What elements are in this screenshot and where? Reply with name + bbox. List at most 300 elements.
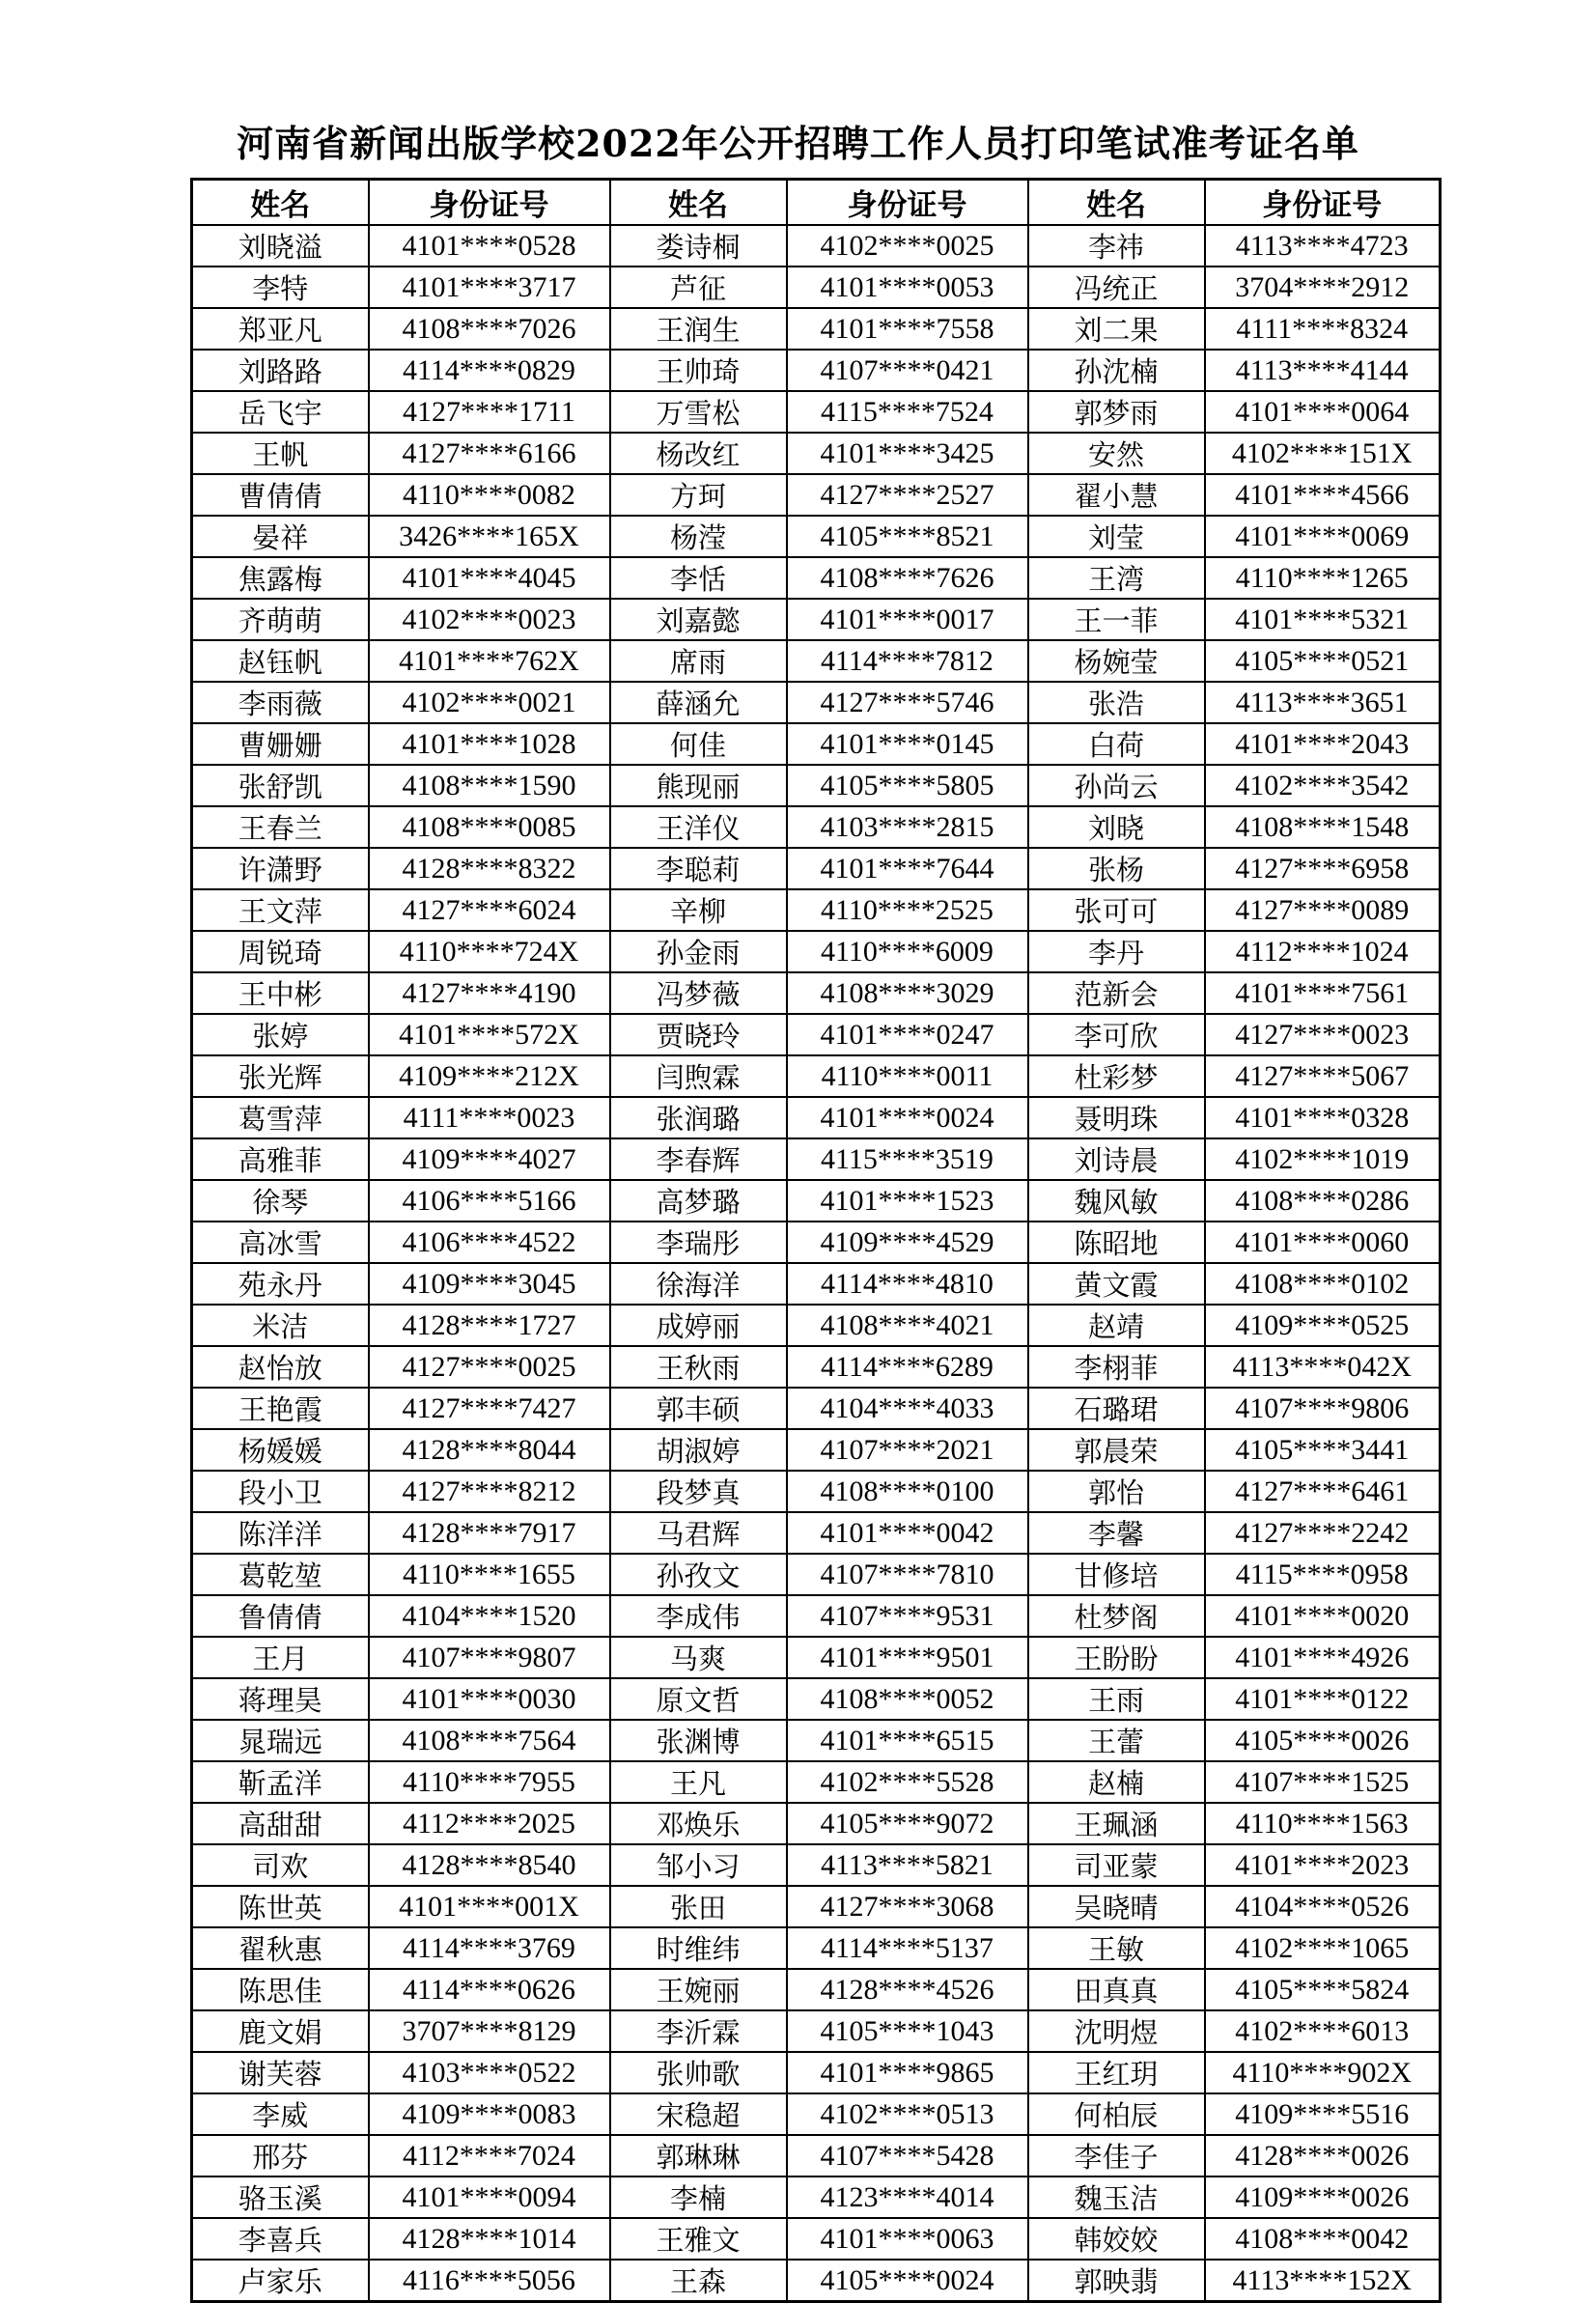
id-number-cell: 4103****2815 xyxy=(787,806,1028,848)
name-cell: 岳飞宇 xyxy=(192,391,369,433)
id-number-cell: 4108****3029 xyxy=(787,972,1028,1014)
header-id-2: 身份证号 xyxy=(787,180,1028,226)
name-cell: 郭晨荣 xyxy=(1028,1429,1205,1471)
id-number-cell: 4101****0042 xyxy=(787,1512,1028,1554)
name-cell: 郭丰硕 xyxy=(610,1388,787,1429)
name-cell: 高冰雪 xyxy=(192,1222,369,1263)
name-cell: 黄文霞 xyxy=(1028,1263,1205,1305)
id-number-cell: 4105****0521 xyxy=(1205,640,1441,682)
table-row xyxy=(192,1595,1441,1637)
id-number-cell: 4101****9501 xyxy=(787,1637,1028,1678)
name-cell: 陈洋洋 xyxy=(192,1512,369,1554)
name-cell: 张润璐 xyxy=(610,1097,787,1138)
name-cell: 齐萌萌 xyxy=(192,599,369,640)
id-number-cell: 4105****0024 xyxy=(787,2260,1028,2302)
name-cell: 刘嘉懿 xyxy=(610,599,787,640)
name-cell: 李雨薇 xyxy=(192,682,369,723)
id-number-cell: 4101****1523 xyxy=(787,1180,1028,1222)
table-row xyxy=(192,2093,1441,2135)
name-cell: 李恬 xyxy=(610,557,787,599)
id-number-cell: 4108****0100 xyxy=(787,1471,1028,1512)
id-number-cell: 4127****0089 xyxy=(1205,889,1441,931)
id-number-cell: 4106****5166 xyxy=(369,1180,610,1222)
id-number-cell: 4109****0026 xyxy=(1205,2177,1441,2218)
table-row xyxy=(192,682,1441,723)
name-cell: 王洋仪 xyxy=(610,806,787,848)
name-cell: 徐琴 xyxy=(192,1180,369,1222)
name-cell: 鲁倩倩 xyxy=(192,1595,369,1637)
name-cell: 何佳 xyxy=(610,723,787,765)
id-number-cell: 4127****5746 xyxy=(787,682,1028,723)
name-cell: 张渊博 xyxy=(610,1720,787,1761)
name-cell: 王春兰 xyxy=(192,806,369,848)
id-number-cell: 4101****0030 xyxy=(369,1678,610,1720)
id-number-cell: 4103****0522 xyxy=(369,2052,610,2093)
name-cell: 张杨 xyxy=(1028,848,1205,889)
id-number-cell: 4101****0069 xyxy=(1205,516,1441,557)
name-cell: 王凡 xyxy=(610,1761,787,1803)
name-cell: 骆玉溪 xyxy=(192,2177,369,2218)
table-row xyxy=(192,889,1441,931)
name-cell: 刘莹 xyxy=(1028,516,1205,557)
id-number-cell: 4114****7812 xyxy=(787,640,1028,682)
id-number-cell: 4102****0513 xyxy=(787,2093,1028,2135)
name-cell: 晁瑞远 xyxy=(192,1720,369,1761)
id-number-cell: 4107****9531 xyxy=(787,1595,1028,1637)
id-number-cell: 4105****1043 xyxy=(787,2010,1028,2052)
header-name-2: 姓名 xyxy=(610,180,787,226)
id-number-cell: 4127****0025 xyxy=(369,1346,610,1388)
table-row xyxy=(192,1346,1441,1388)
name-cell: 王一菲 xyxy=(1028,599,1205,640)
name-cell: 马爽 xyxy=(610,1637,787,1678)
name-cell: 徐海洋 xyxy=(610,1263,787,1305)
id-number-cell: 4116****5056 xyxy=(369,2260,610,2302)
name-cell: 王润生 xyxy=(610,308,787,350)
name-cell: 卢家乐 xyxy=(192,2260,369,2302)
name-cell: 杜梦阁 xyxy=(1028,1595,1205,1637)
id-number-cell: 4107****0421 xyxy=(787,350,1028,391)
table-row xyxy=(192,2010,1441,2052)
name-cell: 赵怡放 xyxy=(192,1346,369,1388)
id-number-cell: 4108****7026 xyxy=(369,308,610,350)
id-number-cell: 4102****151X xyxy=(1205,433,1441,474)
id-number-cell: 4109****5516 xyxy=(1205,2093,1441,2135)
name-cell: 冯统正 xyxy=(1028,267,1205,308)
id-number-cell: 4101****2023 xyxy=(1205,1844,1441,1886)
id-number-cell: 4101****9865 xyxy=(787,2052,1028,2093)
name-cell: 鹿文娟 xyxy=(192,2010,369,2052)
table-row xyxy=(192,433,1441,474)
table-row xyxy=(192,1388,1441,1429)
id-number-cell: 4115****7524 xyxy=(787,391,1028,433)
name-cell: 王雨 xyxy=(1028,1678,1205,1720)
id-number-cell: 4105****8521 xyxy=(787,516,1028,557)
table-row xyxy=(192,1761,1441,1803)
id-number-cell: 4128****8540 xyxy=(369,1844,610,1886)
id-number-cell: 4101****7561 xyxy=(1205,972,1441,1014)
id-number-cell: 4127****6461 xyxy=(1205,1471,1441,1512)
id-number-cell: 4108****0286 xyxy=(1205,1180,1441,1222)
id-number-cell: 3707****8129 xyxy=(369,2010,610,2052)
table-row xyxy=(192,1429,1441,1471)
id-number-cell: 4101****0094 xyxy=(369,2177,610,2218)
name-cell: 焦露梅 xyxy=(192,557,369,599)
name-cell: 原文哲 xyxy=(610,1678,787,1720)
name-cell: 白荷 xyxy=(1028,723,1205,765)
name-cell: 刘诗晨 xyxy=(1028,1138,1205,1180)
name-cell: 聂明珠 xyxy=(1028,1097,1205,1138)
name-cell: 邢芬 xyxy=(192,2135,369,2177)
id-number-cell: 4113****4723 xyxy=(1205,225,1441,267)
id-number-cell: 4108****0052 xyxy=(787,1678,1028,1720)
id-number-cell: 4113****152X xyxy=(1205,2260,1441,2302)
name-cell: 米洁 xyxy=(192,1305,369,1346)
name-cell: 刘路路 xyxy=(192,350,369,391)
id-number-cell: 4107****2021 xyxy=(787,1429,1028,1471)
id-number-cell: 4127****6166 xyxy=(369,433,610,474)
name-cell: 郭梦雨 xyxy=(1028,391,1205,433)
id-number-cell: 4128****4526 xyxy=(787,1969,1028,2010)
table-row xyxy=(192,1180,1441,1222)
id-number-cell: 4108****7564 xyxy=(369,1720,610,1761)
id-number-cell: 4102****1065 xyxy=(1205,1927,1441,1969)
name-cell: 闫煦霖 xyxy=(610,1055,787,1097)
name-cell: 王帅琦 xyxy=(610,350,787,391)
name-cell: 张帅歌 xyxy=(610,2052,787,2093)
id-number-cell: 3704****2912 xyxy=(1205,267,1441,308)
id-number-cell: 4101****4045 xyxy=(369,557,610,599)
id-number-cell: 4109****212X xyxy=(369,1055,610,1097)
table-row xyxy=(192,1720,1441,1761)
id-number-cell: 4112****7024 xyxy=(369,2135,610,2177)
name-cell: 方珂 xyxy=(610,474,787,516)
id-number-cell: 4102****6013 xyxy=(1205,2010,1441,2052)
id-number-cell: 4111****8324 xyxy=(1205,308,1441,350)
id-number-cell: 4105****5805 xyxy=(787,765,1028,806)
table-row xyxy=(192,557,1441,599)
name-cell: 李馨 xyxy=(1028,1512,1205,1554)
name-cell: 王湾 xyxy=(1028,557,1205,599)
id-number-cell: 4115****3519 xyxy=(787,1138,1028,1180)
table-row xyxy=(192,2052,1441,2093)
name-cell: 王红玥 xyxy=(1028,2052,1205,2093)
id-number-cell: 4109****4529 xyxy=(787,1222,1028,1263)
id-number-cell: 4101****0528 xyxy=(369,225,610,267)
id-number-cell: 4113****5821 xyxy=(787,1844,1028,1886)
id-number-cell: 4127****4190 xyxy=(369,972,610,1014)
name-cell: 杨改红 xyxy=(610,433,787,474)
id-number-cell: 4108****1590 xyxy=(369,765,610,806)
name-cell: 李可欣 xyxy=(1028,1014,1205,1055)
name-cell: 曹倩倩 xyxy=(192,474,369,516)
name-cell: 王婉丽 xyxy=(610,1969,787,2010)
name-cell: 李特 xyxy=(192,267,369,308)
id-number-cell: 4105****9072 xyxy=(787,1803,1028,1844)
id-number-cell: 4107****9806 xyxy=(1205,1388,1441,1429)
name-cell: 马君辉 xyxy=(610,1512,787,1554)
id-number-cell: 4109****0525 xyxy=(1205,1305,1441,1346)
name-cell: 李喜兵 xyxy=(192,2218,369,2260)
id-number-cell: 4101****001X xyxy=(369,1886,610,1927)
table-row xyxy=(192,806,1441,848)
header-name-3: 姓名 xyxy=(1028,180,1205,226)
table-row xyxy=(192,474,1441,516)
name-cell: 司亚蒙 xyxy=(1028,1844,1205,1886)
name-cell: 王珮涵 xyxy=(1028,1803,1205,1844)
id-number-cell: 4127****6958 xyxy=(1205,848,1441,889)
id-number-cell: 4115****0958 xyxy=(1205,1554,1441,1595)
id-number-cell: 4107****9807 xyxy=(369,1637,610,1678)
table-row xyxy=(192,1927,1441,1969)
table-row xyxy=(192,1263,1441,1305)
name-cell: 王盼盼 xyxy=(1028,1637,1205,1678)
name-cell: 赵靖 xyxy=(1028,1305,1205,1346)
name-cell: 高甜甜 xyxy=(192,1803,369,1844)
name-cell: 石璐珺 xyxy=(1028,1388,1205,1429)
name-cell: 靳孟洋 xyxy=(192,1761,369,1803)
id-number-cell: 4101****762X xyxy=(369,640,610,682)
name-cell: 张婷 xyxy=(192,1014,369,1055)
name-cell: 邓焕乐 xyxy=(610,1803,787,1844)
id-number-cell: 4110****2525 xyxy=(787,889,1028,931)
id-number-cell: 4110****7955 xyxy=(369,1761,610,1803)
id-number-cell: 4127****8212 xyxy=(369,1471,610,1512)
name-cell: 孙沈楠 xyxy=(1028,350,1205,391)
name-cell: 范新会 xyxy=(1028,972,1205,1014)
name-cell: 何柏辰 xyxy=(1028,2093,1205,2135)
id-number-cell: 4108****0085 xyxy=(369,806,610,848)
name-cell: 张浩 xyxy=(1028,682,1205,723)
table-row xyxy=(192,1222,1441,1263)
name-cell: 辛柳 xyxy=(610,889,787,931)
id-number-cell: 4105****5824 xyxy=(1205,1969,1441,2010)
id-number-cell: 4101****1028 xyxy=(369,723,610,765)
name-cell: 宋稳超 xyxy=(610,2093,787,2135)
id-number-cell: 4110****6009 xyxy=(787,931,1028,972)
name-cell: 万雪松 xyxy=(610,391,787,433)
id-number-cell: 4105****3441 xyxy=(1205,1429,1441,1471)
name-cell: 赵钰帆 xyxy=(192,640,369,682)
name-cell: 陈思佳 xyxy=(192,1969,369,2010)
table-row xyxy=(192,1471,1441,1512)
name-cell: 胡淑婷 xyxy=(610,1429,787,1471)
name-cell: 段梦真 xyxy=(610,1471,787,1512)
id-number-cell: 4111****0023 xyxy=(369,1097,610,1138)
id-number-cell: 4114****6289 xyxy=(787,1346,1028,1388)
id-number-cell: 4110****0082 xyxy=(369,474,610,516)
name-cell: 孙孜文 xyxy=(610,1554,787,1595)
id-number-cell: 4127****5067 xyxy=(1205,1055,1441,1097)
id-number-cell: 4110****1563 xyxy=(1205,1803,1441,1844)
table-row xyxy=(192,1055,1441,1097)
id-number-cell: 4101****2043 xyxy=(1205,723,1441,765)
name-cell: 邹小习 xyxy=(610,1844,787,1886)
name-cell: 薛涵允 xyxy=(610,682,787,723)
id-number-cell: 4109****4027 xyxy=(369,1138,610,1180)
candidate-table xyxy=(190,178,1442,2303)
table-row xyxy=(192,1097,1441,1138)
name-cell: 李栩菲 xyxy=(1028,1346,1205,1388)
id-number-cell: 4101****5321 xyxy=(1205,599,1441,640)
name-cell: 芦征 xyxy=(610,267,787,308)
id-number-cell: 4112****2025 xyxy=(369,1803,610,1844)
id-number-cell: 4104****0526 xyxy=(1205,1886,1441,1927)
name-cell: 王雅文 xyxy=(610,2218,787,2260)
name-cell: 苑永丹 xyxy=(192,1263,369,1305)
name-cell: 赵楠 xyxy=(1028,1761,1205,1803)
table-row xyxy=(192,391,1441,433)
name-cell: 李沂霖 xyxy=(610,2010,787,2052)
id-number-cell: 4101****0020 xyxy=(1205,1595,1441,1637)
name-cell: 沈明煜 xyxy=(1028,2010,1205,2052)
id-number-cell: 4128****1727 xyxy=(369,1305,610,1346)
table-row xyxy=(192,1305,1441,1346)
name-cell: 许潇野 xyxy=(192,848,369,889)
table-row xyxy=(192,1014,1441,1055)
id-number-cell: 4101****0024 xyxy=(787,1097,1028,1138)
name-cell: 娄诗桐 xyxy=(610,225,787,267)
name-cell: 高梦璐 xyxy=(610,1180,787,1222)
id-number-cell: 4104****1520 xyxy=(369,1595,610,1637)
id-number-cell: 4128****1014 xyxy=(369,2218,610,2260)
id-number-cell: 4108****7626 xyxy=(787,557,1028,599)
name-cell: 贾晓玲 xyxy=(610,1014,787,1055)
name-cell: 成婷丽 xyxy=(610,1305,787,1346)
table-row xyxy=(192,2218,1441,2260)
id-number-cell: 4102****0025 xyxy=(787,225,1028,267)
name-cell: 李祎 xyxy=(1028,225,1205,267)
id-number-cell: 4101****0017 xyxy=(787,599,1028,640)
id-number-cell: 4113****4144 xyxy=(1205,350,1441,391)
name-cell: 李楠 xyxy=(610,2177,787,2218)
name-cell: 安然 xyxy=(1028,433,1205,474)
table-row xyxy=(192,1138,1441,1180)
name-cell: 时维纬 xyxy=(610,1927,787,1969)
id-number-cell: 4101****0145 xyxy=(787,723,1028,765)
name-cell: 晏祥 xyxy=(192,516,369,557)
name-cell: 李威 xyxy=(192,2093,369,2135)
id-number-cell: 4102****1019 xyxy=(1205,1138,1441,1180)
name-cell: 王秋雨 xyxy=(610,1346,787,1388)
id-number-cell: 4102****0021 xyxy=(369,682,610,723)
id-number-cell: 4110****1265 xyxy=(1205,557,1441,599)
name-cell: 葛雪萍 xyxy=(192,1097,369,1138)
id-number-cell: 4101****7558 xyxy=(787,308,1028,350)
header-row xyxy=(192,180,1441,226)
name-cell: 王中彬 xyxy=(192,972,369,1014)
table-row xyxy=(192,1678,1441,1720)
name-cell: 段小卫 xyxy=(192,1471,369,1512)
table-row xyxy=(192,1637,1441,1678)
name-cell: 孙金雨 xyxy=(610,931,787,972)
table-row xyxy=(192,640,1441,682)
name-cell: 周锐琦 xyxy=(192,931,369,972)
name-cell: 席雨 xyxy=(610,640,787,682)
id-number-cell: 4113****3651 xyxy=(1205,682,1441,723)
name-cell: 陈昭地 xyxy=(1028,1222,1205,1263)
table-row xyxy=(192,267,1441,308)
id-number-cell: 4108****0042 xyxy=(1205,2218,1441,2260)
name-cell: 张舒凯 xyxy=(192,765,369,806)
name-cell: 王敏 xyxy=(1028,1927,1205,1969)
name-cell: 陈世英 xyxy=(192,1886,369,1927)
name-cell: 翟秋惠 xyxy=(192,1927,369,1969)
header-id-1: 身份证号 xyxy=(369,180,610,226)
id-number-cell: 4101****6515 xyxy=(787,1720,1028,1761)
table-row xyxy=(192,1554,1441,1595)
id-number-cell: 4109****0083 xyxy=(369,2093,610,2135)
id-number-cell: 4128****8322 xyxy=(369,848,610,889)
name-cell: 葛乾堃 xyxy=(192,1554,369,1595)
name-cell: 王森 xyxy=(610,2260,787,2302)
table-row xyxy=(192,1886,1441,1927)
id-number-cell: 4114****0626 xyxy=(369,1969,610,2010)
id-number-cell: 4114****5137 xyxy=(787,1927,1028,1969)
table-row xyxy=(192,225,1441,267)
id-number-cell: 4105****0026 xyxy=(1205,1720,1441,1761)
id-number-cell: 4110****902X xyxy=(1205,2052,1441,2093)
name-cell: 翟小慧 xyxy=(1028,474,1205,516)
name-cell: 司欢 xyxy=(192,1844,369,1886)
table-row xyxy=(192,2260,1441,2302)
id-number-cell: 4101****0122 xyxy=(1205,1678,1441,1720)
name-cell: 张光辉 xyxy=(192,1055,369,1097)
table-row xyxy=(192,1969,1441,2010)
id-number-cell: 4110****724X xyxy=(369,931,610,972)
name-cell: 韩姣姣 xyxy=(1028,2218,1205,2260)
id-number-cell: 4106****4522 xyxy=(369,1222,610,1263)
id-number-cell: 4107****7810 xyxy=(787,1554,1028,1595)
table-row xyxy=(192,350,1441,391)
id-number-cell: 4101****0063 xyxy=(787,2218,1028,2260)
name-cell: 李佳子 xyxy=(1028,2135,1205,2177)
name-cell: 郑亚凡 xyxy=(192,308,369,350)
id-number-cell: 4101****4566 xyxy=(1205,474,1441,516)
name-cell: 冯梦薇 xyxy=(610,972,787,1014)
id-number-cell: 4108****1548 xyxy=(1205,806,1441,848)
id-number-cell: 4114****0829 xyxy=(369,350,610,391)
name-cell: 张田 xyxy=(610,1886,787,1927)
name-cell: 张可可 xyxy=(1028,889,1205,931)
id-number-cell: 4101****0328 xyxy=(1205,1097,1441,1138)
table-row xyxy=(192,1512,1441,1554)
table-row xyxy=(192,2135,1441,2177)
id-number-cell: 4128****0026 xyxy=(1205,2135,1441,2177)
name-cell: 杨滢 xyxy=(610,516,787,557)
id-number-cell: 4127****7427 xyxy=(369,1388,610,1429)
name-cell: 王蕾 xyxy=(1028,1720,1205,1761)
id-number-cell: 4101****0064 xyxy=(1205,391,1441,433)
id-number-cell: 4101****3425 xyxy=(787,433,1028,474)
id-number-cell: 4101****0053 xyxy=(787,267,1028,308)
id-number-cell: 4108****4021 xyxy=(787,1305,1028,1346)
id-number-cell: 4128****7917 xyxy=(369,1512,610,1554)
table-row xyxy=(192,848,1441,889)
name-cell: 郭怡 xyxy=(1028,1471,1205,1512)
id-number-cell: 4127****0023 xyxy=(1205,1014,1441,1055)
id-number-cell: 3426****165X xyxy=(369,516,610,557)
name-cell: 魏玉洁 xyxy=(1028,2177,1205,2218)
name-cell: 李丹 xyxy=(1028,931,1205,972)
id-number-cell: 4109****3045 xyxy=(369,1263,610,1305)
id-number-cell: 4107****1525 xyxy=(1205,1761,1441,1803)
name-cell: 刘晓溢 xyxy=(192,225,369,267)
id-number-cell: 4110****1655 xyxy=(369,1554,610,1595)
id-number-cell: 4101****3717 xyxy=(369,267,610,308)
id-number-cell: 4108****0102 xyxy=(1205,1263,1441,1305)
table-row xyxy=(192,1803,1441,1844)
